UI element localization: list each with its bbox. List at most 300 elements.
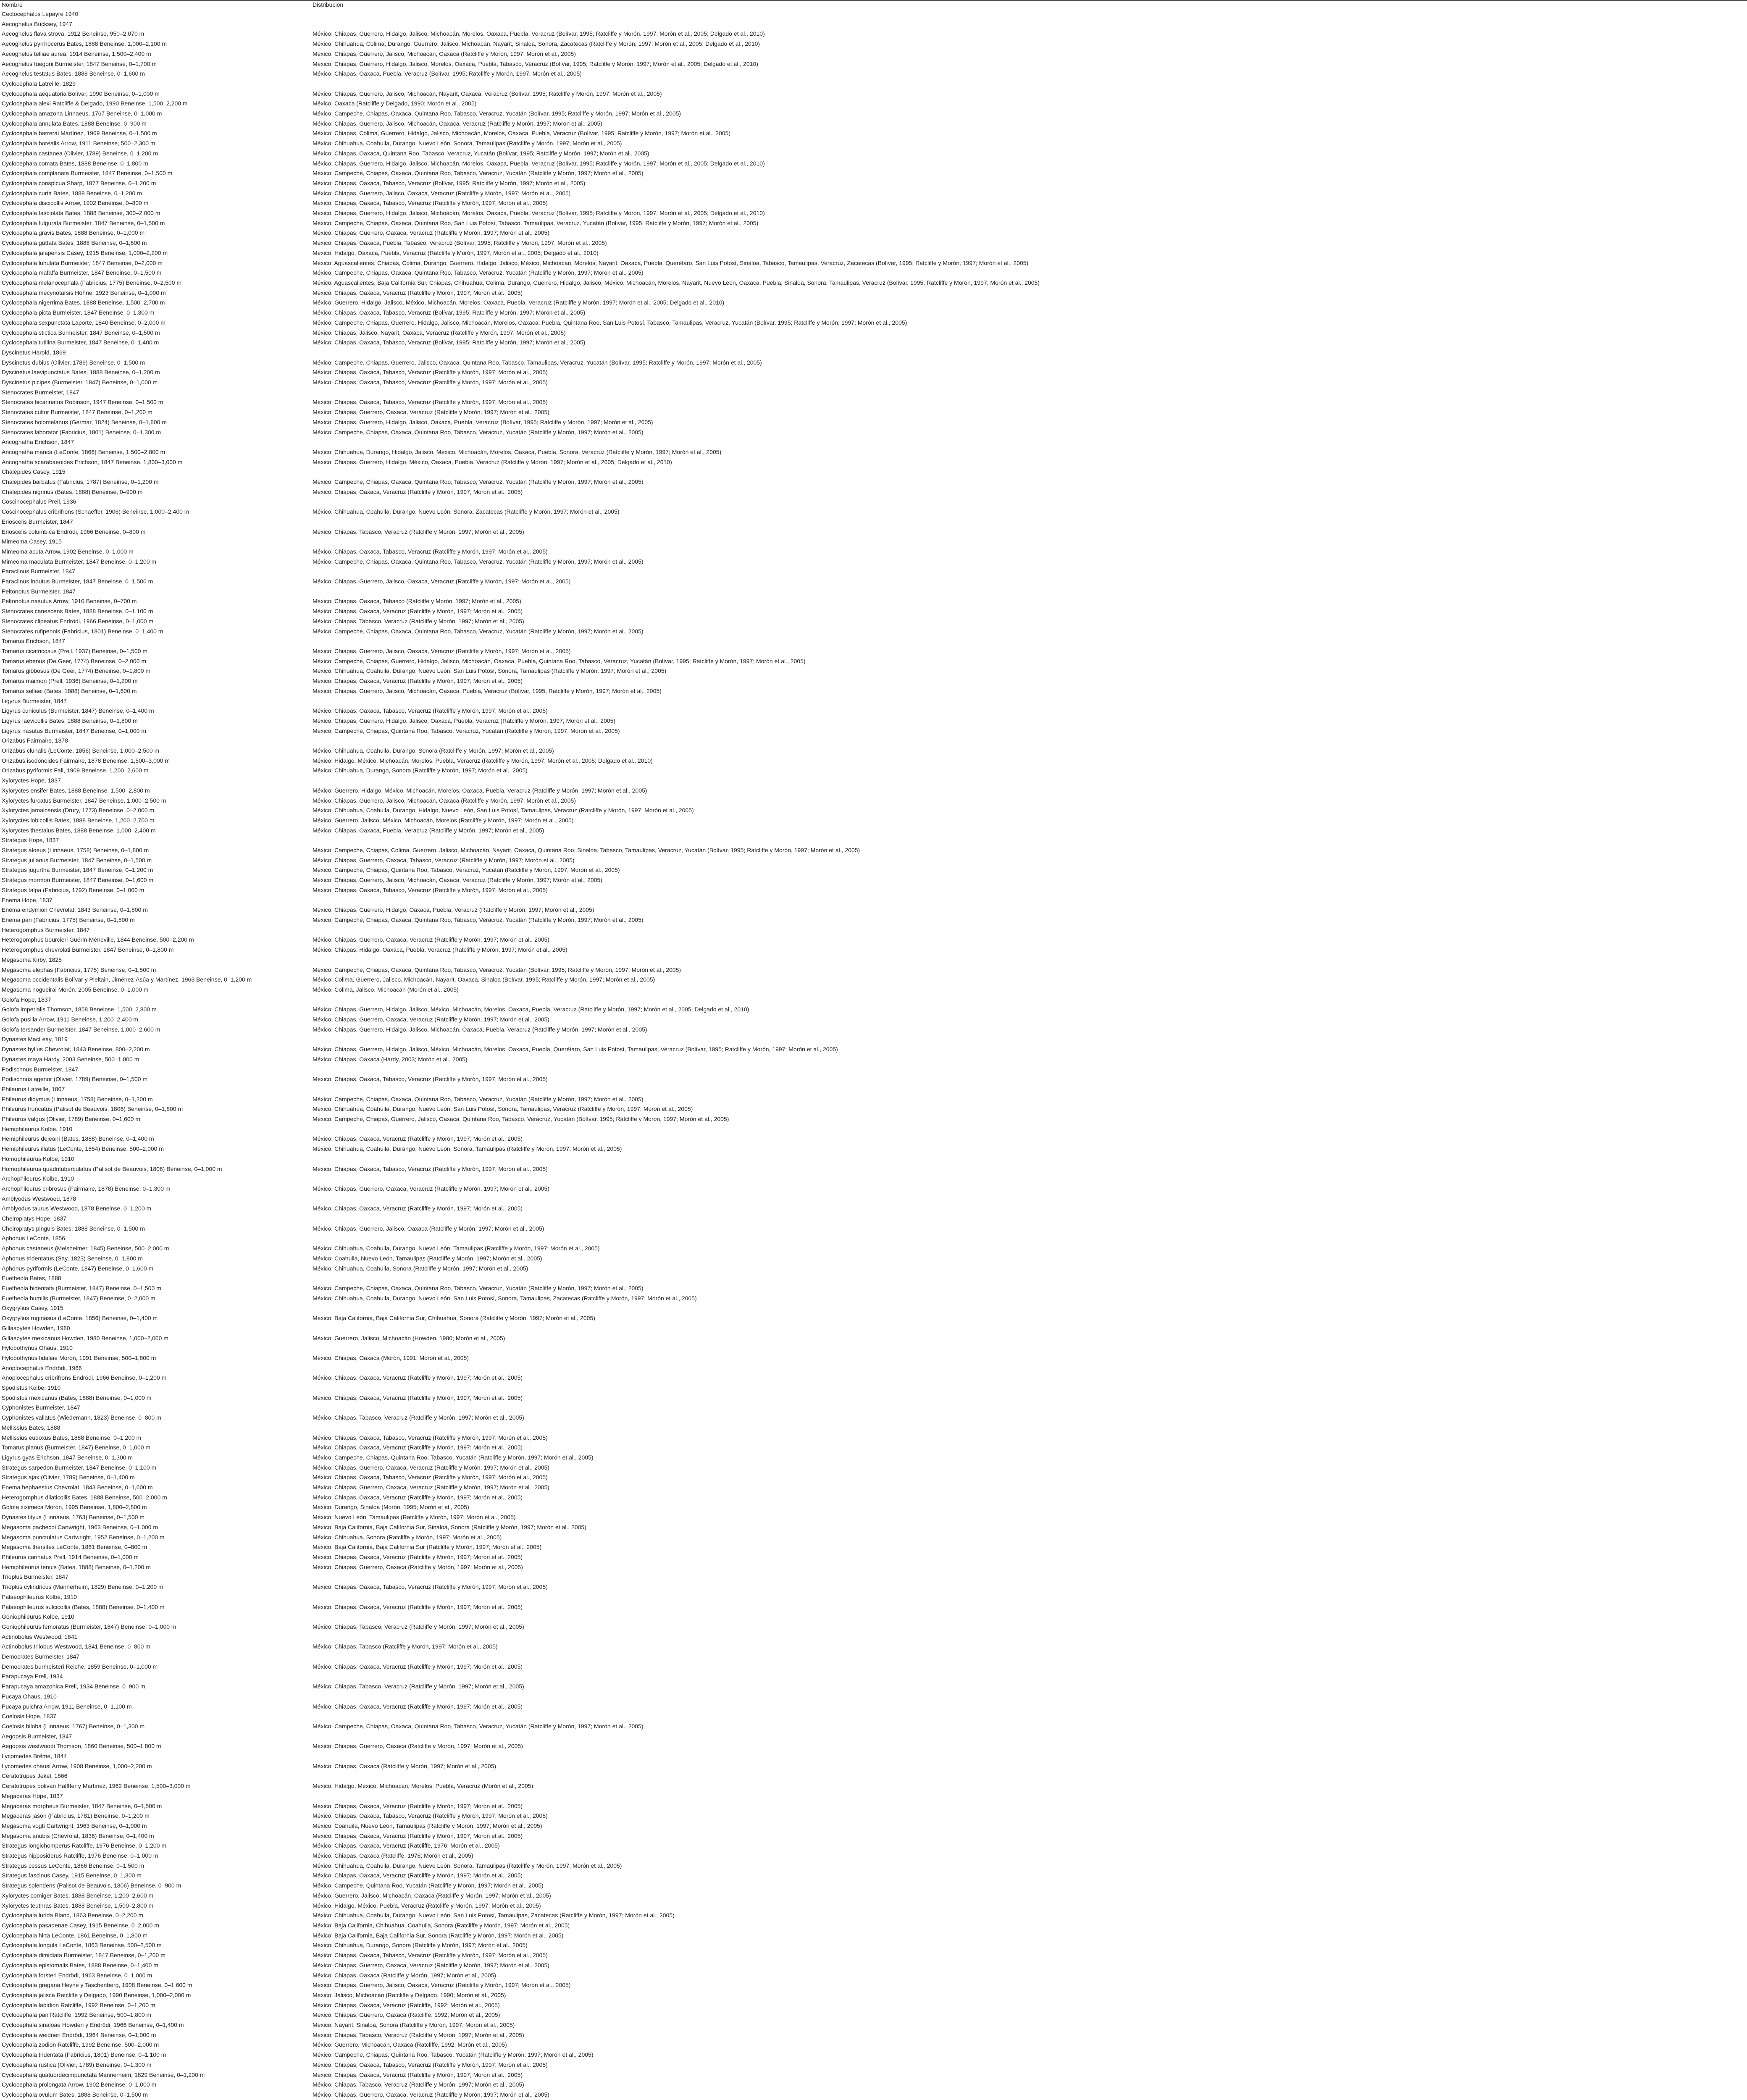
species-name-cell: Megaceras jason (Fabricius, 1781) Beneinse, 0–1,200 m	[2, 1812, 150, 1819]
species-name-cell: Aphonus LeConte, 1856	[2, 1235, 66, 1242]
species-name-cell: Ancognatha Erichson, 1847	[2, 438, 74, 446]
species-name-cell: Lycomedes ohausi Arrow, 1908 Beneinse, 1,000–2,200 m	[2, 1762, 152, 1769]
distribution-cell: México: Chiapas, Guerrero, Jalisco, Oaxaca, Veracruz (Ratcliffe y Morón, 1997; Morón et al., 2005)	[313, 648, 571, 654]
table-row	[0, 1134, 1747, 1144]
table-row	[0, 726, 1747, 736]
species-name-cell: Aecoghelus Bücksey, 1947	[2, 20, 72, 27]
table-row	[0, 388, 1747, 398]
distribution-cell: México: Chiapas, Guerrero, Hidalgo, Jalisco, Michoacán, Morelos, Oaxaca, Puebla, Veracruz (Bolívar, 1995; Ratcliffe y Morón, 1997; Morón et al., 2005; Delgado et al., 2010)	[313, 210, 765, 217]
species-name-cell: Dynastes MacLeay, 1819	[2, 1036, 68, 1043]
species-name-cell: Oxygrylius ruginasus (LeConte, 1856) Beneinse, 0–1,400 m	[2, 1315, 158, 1322]
distribution-cell: México: Chihuahua, Coahuila, Durango, Nuevo León, Sonora, Tamaulipas (Ratcliffe y Morón, 1997; Morón et al., 2005)	[313, 1862, 622, 1869]
distribution-cell: México: Chiapas, Guerrero, Hidalgo, Jalisco, Michoacán, Oaxaca, Puebla, Veracruz (Ratcliffe y Morón, 1997; Morón et al., 2005)	[313, 1026, 647, 1033]
table-row	[0, 1413, 1747, 1423]
species-name-cell: Stenocrates holomelanus (Germar, 1824) Beneinse, 0–1,800 m	[2, 418, 167, 425]
table-row	[0, 1483, 1747, 1493]
species-name-cell: Ligyrus cuniculus (Burmeister, 1847) Beneinse, 0–1,400 m	[2, 707, 154, 714]
table-row	[0, 1502, 1747, 1512]
species-name-cell: Dyscinetus laevipunctatus Bates, 1888 Beneinse, 0–1,200 m	[2, 369, 160, 376]
distribution-cell: México: Chiapas, Oaxaca, Tabasco, Veracruz (Ratcliffe y Morón, 1997; Morón et al., 2005)	[313, 1474, 548, 1481]
species-name-cell: Cyclocephala hirta LeConte, 1861 Beneinse, 0–1,800 m	[2, 1932, 148, 1939]
table-row	[0, 547, 1747, 557]
species-name-cell: Mimeoma maculata Burmeister, 1847 Beneinse, 0–1,200 m	[2, 558, 157, 565]
species-name-cell: Cyphonistes vallatus (Wiedemann, 1823) Beneinse, 0–800 m	[2, 1414, 161, 1421]
distribution-cell: México: Chiapas, Oaxaca, Veracruz (Ratcliffe y Morón, 1997; Morón et al., 2005)	[313, 1394, 523, 1401]
distribution-cell: México: Chiapas, Oaxaca, Veracruz (Ratcliffe y Morón, 1997; Morón et al., 2005)	[313, 1663, 523, 1670]
species-name-cell: Goniophileurus Kolbe, 1910	[2, 1613, 74, 1620]
species-name-cell: Cyclocephala aequatoria Bolívar, 1990 Beneinse, 0–1,000 m	[2, 90, 160, 97]
table-row	[0, 527, 1747, 537]
distribution-cell: México: Chihuahua, Coahuila, Durango, Nuevo León, San Luis Potosí, Sonora, Tamaulipas (Ratcliffe y Morón, 1997; Morón et al., 2005)	[313, 667, 667, 675]
species-name-cell: Cyclocephala zodion Ratcliffe, 1992 Beneinse, 500–2,000 m	[2, 2041, 159, 2048]
species-name-cell: Aecoghelus flava strova, 1912 Beneinse, 950–2,070 m	[2, 30, 144, 37]
species-name-cell: Peltonotus Burmeister, 1847	[2, 588, 76, 595]
table-row	[0, 826, 1747, 836]
table-row	[0, 1234, 1747, 1244]
species-name-cell: Erioscelis columbica Endrödi, 1966 Beneinse, 0–800 m	[2, 528, 146, 535]
species-name-cell: Cyclocephala guttata Bates, 1888 Beneinse, 0–1,600 m	[2, 239, 147, 247]
distribution-cell	[311, 1791, 1747, 1801]
distribution-cell: México: Chiapas, Tabasco, Veracruz (Ratcliffe y Morón, 1997; Morón et al., 2005)	[313, 1623, 524, 1630]
table-row	[0, 995, 1747, 1005]
table-row	[0, 1761, 1747, 1772]
table-row	[0, 168, 1747, 178]
species-name-cell: Cyclocephala rustica (Olivier, 1789) Beneinse, 0–1,300 m	[2, 2061, 152, 2068]
species-name-cell: Cyclocephala complanata Burmeister, 1847 Beneinse, 0–1,500 m	[2, 170, 173, 177]
species-name-cell: Trioplus cylindricus (Mannerheim, 1829) Beneinse, 0–1,200 m	[2, 1583, 163, 1591]
distribution-cell: México: Chiapas, Tabasco, Veracruz (Ratcliffe y Morón, 1997; Morón et al., 2005)	[313, 1683, 524, 1690]
table-row	[0, 39, 1747, 49]
table-row	[0, 1891, 1747, 1901]
table-row	[0, 1950, 1747, 1961]
species-name-cell: Erioscelis Burmeister, 1847	[2, 518, 73, 525]
distribution-cell: México: Chiapas, Oaxaca, Veracruz (Ratcliffe y Morón, 1997; Morón et al., 2005)	[313, 1135, 523, 1142]
table-row	[0, 1980, 1747, 1990]
species-name-cell: Heterogomphus chevrolati Burmeister, 1847 Beneinse, 0–1,800 m	[2, 946, 174, 953]
distribution-cell: México: Chiapas, Guerrero, Jalisco, Michoacán, Oaxaca (Ratcliffe y Morón, 1997; Morón et al., 2005)	[313, 50, 576, 57]
table-row	[0, 935, 1747, 945]
distribution-cell: México: Chiapas, Guerrero, Hidalgo, México, Oaxaca, Puebla, Veracruz (Ratcliffe y Morón, 1997; Morón et al., 2005; Delgado et al., 2010)	[313, 458, 672, 465]
distribution-cell	[311, 1383, 1747, 1393]
species-name-cell: Tomarus gibbosus (De Geer, 1774) Beneinse, 0–1,800 m	[2, 667, 151, 675]
species-name-cell: Cyclocephala gregaria Heyne y Taschenberg, 1908 Beneinse, 0–1,600 m	[2, 1982, 192, 1989]
table-row	[0, 577, 1747, 587]
table-row	[0, 1512, 1747, 1522]
species-name-cell: Ancognatha scarabaeoides Erichson, 1847 Beneinse, 1,800–3,000 m	[2, 458, 183, 465]
table-row	[0, 218, 1747, 228]
species-name-cell: Oxygrylius Casey, 1915	[2, 1305, 63, 1312]
distribution-cell: México: Chiapas, Guerrero, Jalisco, Oaxaca (Ratcliffe y Morón, 1997; Morón et al., 2005)	[313, 1225, 544, 1232]
distribution-cell	[311, 79, 1747, 89]
header-row	[0, 0, 1747, 9]
table-row	[0, 2010, 1747, 2020]
table-row	[0, 2040, 1747, 2050]
species-name-cell: Xyloryctes corniger Bates, 1888 Beneinse, 1,200–2,600 m	[2, 1892, 154, 1899]
table-row	[0, 1204, 1747, 1214]
table-row	[0, 2050, 1747, 2060]
species-name-cell: Stenocrates clipeatus Endrödi, 1966 Beneinse, 0–1,000 m	[2, 617, 154, 625]
table-row	[0, 1423, 1747, 1433]
table-row	[0, 1841, 1747, 1851]
distribution-cell	[311, 1592, 1747, 1602]
species-name-cell: Lycomedes Brême, 1844	[2, 1753, 67, 1760]
species-name-cell: Heterogomphus dilaticollis Bates, 1888 Beneinse, 500–2,000 m	[2, 1494, 167, 1501]
table-row	[0, 228, 1747, 238]
distribution-cell	[311, 1771, 1747, 1781]
species-name-cell: Cyclocephala longula LeConte, 1863 Beneinse, 500–2,500 m	[2, 1942, 162, 1949]
table-row	[0, 845, 1747, 856]
table-row	[0, 1811, 1747, 1821]
distribution-cell: México: Chiapas, Oaxaca, Tabasco, Veracruz (Ratcliffe y Morón, 1997; Morón et al., 2005)	[313, 2061, 548, 2068]
distribution-cell: México: Campeche, Chiapas, Oaxaca, Quintana Roo, Tabasco, Veracruz, Yucatán (Ratcliffe y Morón, 1997; Morón et al., 2005)	[313, 1722, 644, 1730]
distribution-cell: México: Chiapas, Oaxaca (Ratcliffe y Morón, 1997; Morón et al., 2005)	[313, 1762, 497, 1769]
distribution-cell	[311, 1612, 1747, 1622]
table-row	[0, 1363, 1747, 1373]
species-name-cell: Golofa tersander Burmeister, 1847 Beneinse, 1,000–2,600 m	[2, 1026, 160, 1033]
distribution-cell: México: Chiapas, Oaxaca, Puebla, Tabasco, Veracruz (Bolívar, 1995; Ratcliffe y Morón, 1997; Morón et al., 2005)	[313, 239, 607, 247]
species-name-cell: Paraclinus Burmeister, 1847	[2, 568, 76, 575]
table-row	[0, 716, 1747, 726]
distribution-cell: México: Coahuila, Nuevo León, Tamaulipas (Ratcliffe y Morón, 1997; Morón et al., 2005)	[313, 1822, 542, 1829]
distribution-cell: México: Durango, Sinaloa (Morón, 1995; Morón et al., 2005)	[313, 1504, 469, 1511]
species-name-cell: Hemiphileurus illatus (LeConte, 1854) Beneinse, 500–2,000 m	[2, 1145, 164, 1152]
species-name-cell: Xyloryctes Hope, 1837	[2, 777, 61, 784]
table-row	[0, 139, 1747, 149]
species-name-cell: Xyloryctes jamaicensis (Drury, 1773) Beneinse, 0–2,000 m	[2, 807, 155, 814]
species-name-cell: Strategus talpa (Fabricius, 1792) Beneinse, 0–1,000 m	[2, 886, 144, 893]
distribution-cell: México: Baja California, Baja California Sur, Chihuahua, Sonora (Ratcliffe y Morón, 1997; Morón et al., 2005)	[313, 1315, 595, 1322]
distribution-cell: México: Colima, Jalisco, Michoacán (Morón et al., 2005)	[313, 986, 459, 993]
species-name-cell: Coscinocephalus cribrifrons (Schaeffer, 1906) Beneinse, 1,000–2,400 m	[2, 508, 189, 515]
distribution-cell: México: Guerrero, Hidalgo, México, Michoacán, Morelos, Oaxaca, Puebla, Veracruz (Ratcliffe y Morón, 1997; Morón et al., 2005)	[313, 787, 647, 794]
distribution-cell: México: Campeche, Chiapas, Oaxaca, Quintana Roo, Tabasco, Veracruz, Yucatán (Ratcliffe y Morón, 1997; Morón et al., 2005)	[313, 170, 644, 177]
distribution-cell: México: Chiapas, Oaxaca, Tabasco, Veracruz (Ratcliffe y Morón, 1997; Morón et al., 2005)	[313, 1076, 548, 1083]
species-name-cell: Xyloryctes lobicollis Bates, 1888 Beneinse, 1,200–2,700 m	[2, 816, 155, 824]
distribution-cell	[311, 1065, 1747, 1075]
species-name-cell: Orizabus Fairmaire, 1878	[2, 737, 68, 744]
distribution-cell: México: Chiapas, Oaxaca, Veracruz (Ratcliffe y Morón, 1997; Morón et al., 2005)	[313, 1374, 523, 1381]
species-name-cell: Paraclinus indutus Burmeister, 1847 Beneinse, 0–1,500 m	[2, 578, 153, 585]
table-row	[0, 49, 1747, 59]
table-row	[0, 1881, 1747, 1891]
table-row	[0, 248, 1747, 258]
species-name-cell: Tomarus maimon (Prell, 1936) Beneinse, 0–1,200 m	[2, 677, 138, 685]
table-row	[0, 895, 1747, 906]
distribution-cell	[311, 1194, 1747, 1204]
species-name-cell: Goniophileurus femoratus (Burmeister, 1847) Beneinse, 0–1,000 m	[2, 1623, 176, 1630]
table-row	[0, 1104, 1747, 1114]
distribution-cell: México: Campeche, Chiapas, Colima, Guerrero, Jalisco, Michoacán, Nayarit, Oaxaca, Quintana Roo, Sinaloa, Tabasco, Tamaulipas, Veracruz, Yucatán (Bolívar, 1995; Ratcliffe y Morón, 1997; Morón et al., 2005)	[313, 847, 860, 854]
distribution-cell: México: Chiapas, Oaxaca, Puebla, Veracruz (Ratcliffe y Morón, 1997; Morón et al., 2005)	[313, 827, 544, 834]
distribution-cell: México: Aguascalientes, Baja California Sur, Chiapas, Chihuahua, Colima, Durango, Guerrero, Hidalgo, Jalisco, México, Michoacán, Morelos, Nayarit, Nuevo León, Oaxaca, Puebla, Sinaloa, Sonora, Tamaulipas, Veracruz (Bolívar, 1995; Ratcliffe y Morón, 1997; Morón et al., 2005)	[313, 279, 1040, 286]
distribution-cell: México: Chiapas, Guerrero, Jalisco, Oaxaca, Veracruz (Ratcliffe y Morón, 1997; Morón et al., 2005)	[313, 1982, 571, 1989]
species-name-cell: Cyclocephala melanocephala (Fabricius, 1775) Beneinse, 0–2,500 m	[2, 279, 182, 286]
table-row	[0, 447, 1747, 457]
table-row	[0, 1911, 1747, 1921]
distribution-cell: México: Chiapas, Tabasco, Veracruz (Ratcliffe y Morón, 1997; Morón et al., 2005)	[313, 2031, 524, 2038]
table-row	[0, 159, 1747, 169]
species-name-cell: Stenocrates canescens Bates, 1888 Beneinse, 0–1,100 m	[2, 608, 153, 615]
distribution-cell: México: Campeche, Chiapas, Oaxaca, Quintana Roo, Tabasco, Veracruz, Yucatán (Ratcliffe y Morón, 1997; Morón et al., 2005)	[313, 1095, 644, 1102]
species-name-cell: Mellissius eudoxus Bates, 1888 Beneinse, 0–1,200 m	[2, 1434, 142, 1441]
table-row	[0, 646, 1747, 656]
table-row	[0, 318, 1747, 328]
table-row	[0, 1533, 1747, 1543]
species-name-cell: Phileurus truncatus (Palisot de Beauvois, 1806) Beneinse, 0–1,800 m	[2, 1105, 183, 1113]
distribution-cell: México: Chihuahua, Durango, Sonora (Ratcliffe y Morón, 1997; Morón et al., 2005)	[313, 1942, 528, 1949]
distribution-cell: México: Guerrero, Jalisco, Michoacán, Oaxaca (Ratcliffe y Morón, 1997; Morón et al., 2005)	[313, 1892, 551, 1899]
distribution-cell: México: Chiapas, Tabasco, Veracruz (Ratcliffe y Morón, 1997; Morón et al., 2005)	[313, 617, 524, 625]
species-name-cell: Archophileurus cribrosus (Fairmaire, 1878) Beneinse, 0–1,300 m	[2, 1185, 171, 1192]
species-name-cell: Strategus Hope, 1837	[2, 837, 59, 844]
table-row	[0, 776, 1747, 786]
distribution-cell: México: Chiapas, Oaxaca, Veracruz (Ratcliffe y Morón, 1997; Morón et al., 2005)	[313, 677, 523, 685]
species-name-cell: Coscinocephalus Prell, 1936	[2, 498, 76, 505]
species-name-cell: Xyloryctes teuthras Bates, 1888 Beneinse, 1,500–2,800 m	[2, 1902, 154, 1909]
table-row	[0, 1652, 1747, 1662]
distribution-cell: México: Campeche, Chiapas, Guerrero, Hidalgo, Jalisco, Michoacán, Oaxaca, Puebla, Quintana Roo, Tabasco, Veracruz, Yucatán (Bolívar, 1995; Ratcliffe y Morón, 1997; Morón et al., 2005)	[313, 657, 806, 664]
distribution-cell	[311, 1712, 1747, 1722]
table-row	[0, 1851, 1747, 1861]
distribution-cell: México: Oaxaca (Ratcliffe y Delgado, 1990; Morón et al., 2005)	[313, 100, 477, 107]
distribution-cell: México: Chiapas, Oaxaca, Tabasco, Veracruz (Ratcliffe y Morón, 1997; Morón et al., 2005)	[313, 1165, 548, 1172]
distribution-cell: México: Colima, Guerrero, Jalisco, Michoacán, Nayarit, Oaxaca, Sinaloa (Bolívar, 1995; Ratcliffe y Morón, 1997; Morón et al., 2005)	[313, 976, 655, 983]
species-name-cell: Phileurus Latreille, 1807	[2, 1085, 65, 1092]
species-name-cell: Euetheola Bates, 1888	[2, 1275, 61, 1282]
species-name-cell: Cyclocephala barrerai Martínez, 1969 Beneinse, 0–1,500 m	[2, 130, 157, 137]
table-row	[0, 278, 1747, 288]
species-name-cell: Strategus julianus Burmeister, 1847 Beneinse, 0–1,500 m	[2, 856, 152, 864]
distribution-cell	[311, 1672, 1747, 1682]
distribution-cell	[311, 517, 1747, 527]
species-name-cell: Megasoma elephas (Fabricius, 1775) Beneinse, 0–1,500 m	[2, 966, 156, 973]
distribution-cell: México: Chiapas, Tabasco, Veracruz (Ratcliffe y Morón, 1997; Morón et al., 2005)	[313, 1414, 524, 1421]
table-row	[0, 2020, 1747, 2030]
table-row	[0, 1065, 1747, 1075]
distribution-cell: México: Chiapas, Guerrero, Jalisco, Michoacán, Oaxaca, Veracruz (Ratcliffe y Morón, 1997; Morón et al., 2005)	[313, 120, 602, 127]
species-name-cell: Cyclocephala quatuordecimpunctata Mannerheim, 1829 Beneinse, 0–1,200 m	[2, 2071, 205, 2078]
table-row	[0, 2090, 1747, 2100]
species-name-cell: Amblyodus Westwood, 1878	[2, 1195, 76, 1202]
species-name-cell: Aegopsis westwoodi Thomson, 1860 Beneinse, 500–1,800 m	[2, 1743, 161, 1750]
table-row	[0, 1194, 1747, 1204]
distribution-cell: México: Nuevo León, Tamaulipas (Ratcliffe y Morón, 1997; Morón et al., 2005)	[313, 1514, 516, 1521]
species-name-cell: Euetheola humilis (Burmeister, 1847) Beneinse, 0–2,000 m	[2, 1294, 155, 1302]
species-name-cell: Cyclocephala castanea (Olivier, 1789) Beneinse, 0–1,200 m	[2, 150, 158, 157]
table-row	[0, 1473, 1747, 1483]
table-row	[0, 1831, 1747, 1841]
table-row	[0, 397, 1747, 407]
species-name-cell: Hylobothynus fidaliae Morón, 1991 Beneinse, 500–1,800 m	[2, 1354, 156, 1361]
distribution-cell: México: Campeche, Chiapas, Oaxaca, Quintana Roo, Tabasco, Veracruz, Yucatán (Ratcliffe y Morón, 1997; Morón et al., 2005)	[313, 916, 644, 923]
species-name-cell: Strategus longichomperus Ratcliffe, 1976 Beneinse, 0–1,200 m	[2, 1842, 166, 1849]
distribution-cell	[311, 1732, 1747, 1742]
table-row	[0, 1005, 1747, 1015]
distribution-cell: México: Chiapas, Guerrero, Oaxaca (Ratcliffe y Morón, 1997; Morón et al., 2005)	[313, 1743, 523, 1750]
distribution-cell: México: Chiapas, Oaxaca, Veracruz (Ratcliffe, 1992; Morón et al., 2005)	[313, 2001, 500, 2008]
species-name-cell: Cyclocephala curta Bates, 1888 Beneinse, 0–1,200 m	[2, 189, 142, 197]
table-row	[0, 736, 1747, 746]
distribution-cell: México: Chiapas, Guerrero, Oaxaca, Veracruz (Ratcliffe y Morón, 1997; Morón et al., 2005)	[313, 1016, 549, 1023]
table-row	[0, 1084, 1747, 1095]
distribution-cell: México: Chihuahua, Coahuila, Durango, Nuevo León, Sonora, Zacatecas (Ratcliffe y Morón, 1997; Morón et al., 2005)	[313, 508, 620, 515]
species-name-cell: Podischnus Burmeister, 1847	[2, 1066, 79, 1073]
table-row	[0, 746, 1747, 756]
distribution-cell: México: Chihuahua, Coahuila, Durango, Nuevo León, San Luis Potosí, Sonora, Tamaulipas, Zacatecas (Ratcliffe y Morón, 1997; Morón et al., 2005)	[313, 1294, 697, 1302]
distribution-cell: México: Chiapas, Oaxaca (Ratcliffe, 1976; Morón et al., 2005)	[313, 1852, 473, 1859]
species-name-cell: Spodistus Kolbe, 1910	[2, 1384, 61, 1391]
species-name-cell: Coelosis biloba (Linnaeus, 1767) Beneinse, 0–1,300 m	[2, 1722, 145, 1730]
distribution-cell	[311, 1124, 1747, 1134]
table-row	[0, 1343, 1747, 1353]
table-row	[0, 1025, 1747, 1035]
distribution-cell: México: Chiapas, Guerrero, Hidalgo, Jalisco, Oaxaca, Puebla, Veracruz (Bolívar, 1995; Ratcliffe y Morón, 1997; Morón et al., 2005)	[313, 418, 653, 425]
table-row	[0, 1164, 1747, 1174]
table-row	[0, 1732, 1747, 1742]
table-row	[0, 298, 1747, 308]
species-name-cell: Democrates Burmeister, 1847	[2, 1653, 80, 1660]
species-name-cell: Stenocrates rufipennis (Fabricius, 1801) Beneinse, 0–1,400 m	[2, 627, 163, 635]
species-name-cell: Spodistus mexicanus (Bates, 1888) Beneinse, 0–1,000 m	[2, 1394, 152, 1401]
species-name-cell: Phileurus didymus (Linnaeus, 1758) Beneinse, 0–1,200 m	[2, 1095, 153, 1102]
distribution-cell: México: Chiapas, Guerrero, Jalisco, Michoacán, Oaxaca (Ratcliffe y Morón, 1997; Morón et al., 2005)	[313, 797, 576, 804]
distribution-cell: México: Chiapas, Guerrero, Jalisco, Michoacán, Oaxaca, Puebla, Veracruz (Bolívar, 1995; Ratcliffe y Morón, 1997; Morón et al., 2005)	[313, 687, 662, 694]
species-name-cell: Ceratotrupes bolivari Halffter y Martínez, 1962 Beneinse, 1,500–3,000 m	[2, 1782, 191, 1790]
table-body	[0, 9, 1747, 2100]
species-name-cell: Cyclocephala tridentata (Fabricius, 1801) Beneinse, 0–1,100 m	[2, 2051, 166, 2058]
distribution-cell: México: Chihuahua, Colima, Durango, Guerrero, Jalisco, Michoacán, Nayarit, Sinaloa, Sonora, Zacatecas (Ratcliffe y Morón, 1997; Morón et al., 2005; Delgado et al., 2010)	[313, 40, 760, 47]
species-name-cell: Cyclocephala dimidiata Burmeister, 1847 Beneinse, 0–1,200 m	[2, 1952, 166, 1959]
distribution-cell	[311, 587, 1747, 597]
table-row	[0, 1045, 1747, 1055]
distribution-cell	[311, 1084, 1747, 1095]
species-name-cell: Dyscinetus Harold, 1869	[2, 349, 66, 356]
table-row	[0, 1294, 1747, 1304]
distribution-cell: México: Chiapas, Oaxaca, Veracruz (Ratcliffe y Morón, 1997; Morón et al., 2005)	[313, 1205, 523, 1212]
distribution-cell	[311, 736, 1747, 746]
species-name-cell: Cyclocephala jalapensis Casey, 1915 Beneinse, 1,000–2,200 m	[2, 249, 168, 256]
species-name-cell: Aphonus castaneus (Melsheimer, 1845) Beneinse, 500–2,000 m	[2, 1245, 169, 1252]
table-row	[0, 1572, 1747, 1582]
table-row	[0, 706, 1747, 716]
table-row	[0, 19, 1747, 29]
distribution-cell: México: Chiapas, Colima, Guerrero, Hidalgo, Jalisco, Michoacán, Morelos, Oaxaca, Puebla, Veracruz (Bolívar, 1995; Ratcliffe y Morón, 1997; Morón et al., 2005)	[313, 130, 730, 137]
species-name-cell: Aecoghelus telliae aurea, 1914 Beneinse, 1,500–2,400 m	[2, 50, 151, 57]
species-name-cell: Strategus hipposiderus Ratcliffe, 1976 Beneinse, 0–1,000 m	[2, 1852, 158, 1859]
table-row	[0, 507, 1747, 517]
species-name-cell: Enema hephaestus Chevrolat, 1843 Beneinse, 0–1,600 m	[2, 1484, 153, 1491]
table-row	[0, 1154, 1747, 1164]
table-row	[0, 636, 1747, 646]
species-name-cell: Ligyrus nasutus Burmeister, 1847 Beneinse, 0–1,000 m	[2, 727, 146, 734]
species-name-cell: Amblyodus taurus Westwood, 1878 Beneinse, 0–1,200 m	[2, 1205, 152, 1212]
table-row	[0, 1373, 1747, 1383]
species-name-cell: Coelosis Hope, 1837	[2, 1713, 56, 1720]
distribution-cell: México: Chiapas, Oaxaca, Veracruz (Ratcliffe y Morón, 1997; Morón et al., 2005)	[313, 1872, 523, 1879]
table-row	[0, 517, 1747, 527]
table-row	[0, 1174, 1747, 1184]
table-row	[0, 1871, 1747, 1881]
species-name-cell: Parapucaya Prell, 1934	[2, 1673, 63, 1680]
species-name-cell: Mimeoma acuta Arrow, 1902 Beneinse, 0–1,000 m	[2, 548, 134, 555]
distribution-cell: México: Campeche, Chiapas, Oaxaca, Quintana Roo, Tabasco, Veracruz, Yucatán (Ratcliffe y Morón, 1997; Morón et al., 2005)	[313, 269, 644, 276]
table-row	[0, 1562, 1747, 1572]
distribution-cell: México: Hidalgo, México, Michoacán, Morelos, Puebla, Veracruz (Morón et al., 2005)	[313, 1782, 533, 1790]
distribution-cell: México: Guerrero, Michoacán, Oaxaca (Ratcliffe, 1992; Morón et al., 2005)	[313, 2041, 507, 2048]
distribution-cell: México: Campeche, Chiapas, Oaxaca, Quintana Roo, Tabasco, Veracruz, Yucatán (Bolívar, 1995; Ratcliffe y Morón, 1997; Morón et al., 2005)	[313, 966, 681, 973]
distribution-cell: México: Hidalgo, México, Puebla, Veracruz (Ratcliffe y Morón, 1997; Morón et al., 2005)	[313, 1902, 541, 1909]
distribution-cell	[311, 467, 1747, 477]
table-row	[0, 1124, 1747, 1134]
table-row	[0, 1672, 1747, 1682]
table-row	[0, 477, 1747, 487]
table-row	[0, 1214, 1747, 1224]
distribution-cell: México: Hidalgo, México, Michoacán, Morelos, Puebla, Veracruz (Ratcliffe y Morón, 1997; Morón et al., 2005; Delgado et al., 2010)	[313, 757, 653, 764]
distribution-cell	[311, 1751, 1747, 1761]
species-name-cell: Cyclocephala borealis Arrow, 1911 Beneinse, 500–2,300 m	[2, 140, 155, 147]
table-row	[0, 1552, 1747, 1562]
species-name-cell: Palaeophileurus sulcicollis (Bates, 1888) Beneinse, 0–1,400 m	[2, 1603, 165, 1610]
species-name-cell: Dynastes maya Hardy, 2003 Beneinse, 500–1,800 m	[2, 1055, 139, 1063]
distribution-cell: México: Chiapas, Oaxaca, Tabasco, Veracruz (Ratcliffe y Morón, 1997; Morón et al., 2005)	[313, 707, 548, 714]
species-name-cell: Golofa xiximeca Morón, 1995 Beneinse, 1,800–2,800 m	[2, 1504, 147, 1511]
species-name-cell: Megaceras Hope, 1837	[2, 1792, 63, 1799]
table-row	[0, 358, 1747, 368]
distribution-cell: México: Chiapas, Guerrero, Jalisco, Michoacán, Nayarit, Oaxaca, Veracruz (Bolívar, 1995; Ratcliffe y Morón, 1997; Morón et al., 2005)	[313, 90, 662, 97]
species-name-cell: Megasoma pachecoi Cartwright, 1963 Beneinse, 0–1,000 m	[2, 1523, 158, 1530]
distribution-cell	[311, 636, 1747, 646]
distribution-cell: México: Campeche, Chiapas, Oaxaca, Quintana Roo, Tabasco, Veracruz, Yucatán (Ratcliffe y Morón, 1997; Morón et al., 2005)	[313, 478, 644, 486]
species-name-cell: Cyclocephala jalisca Ratcliffe y Delgado, 1990 Beneinse, 1,000–2,000 m	[2, 1991, 191, 1998]
table-row	[0, 1940, 1747, 1950]
table-header	[0, 0, 1747, 9]
distribution-cell: México: Campeche, Chiapas, Oaxaca, Quintana Roo, Tabasco, Veracruz, Yucatán (Ratcliffe y Morón, 1997; Morón et al., 2005)	[313, 428, 644, 436]
table-row	[0, 1443, 1747, 1453]
table-row	[0, 1284, 1747, 1294]
table-row	[0, 109, 1747, 119]
species-name-cell: Ancognatha manca (LeConte, 1866) Beneinse, 1,500–2,800 m	[2, 448, 166, 455]
distribution-cell: México: Chiapas, Guerrero, Oaxaca, Veracruz (Ratcliffe y Morón, 1997; Morón et al., 2005)	[313, 229, 549, 236]
distribution-cell	[311, 1363, 1747, 1373]
distribution-cell: México: Chiapas, Oaxaca, Tabasco, Veracruz (Ratcliffe y Morón, 1997; Morón et al., 2005)	[313, 200, 548, 207]
distribution-cell: México: Chihuahua, Coahuila, Durango, Sonora (Ratcliffe y Morón, 1997; Morón et al., 2005)	[313, 747, 554, 754]
species-name-cell: Stenocrates cultor Burmeister, 1847 Beneinse, 0–1,200 m	[2, 409, 152, 416]
table-row	[0, 606, 1747, 617]
table-row	[0, 2080, 1747, 2090]
table-row	[0, 268, 1747, 278]
table-row	[0, 617, 1747, 627]
distribution-cell: México: Chiapas, Oaxaca, Tabasco, Veracruz (Bolívar, 1995; Ratcliffe y Morón, 1997; Morón et al., 2005)	[313, 179, 586, 186]
distribution-cell: México: Chiapas, Oaxaca, Tabasco, Veracruz (Ratcliffe y Morón, 1997; Morón et al., 2005)	[313, 1952, 548, 1959]
table-row	[0, 975, 1747, 985]
table-row	[0, 596, 1747, 606]
distribution-cell	[311, 696, 1747, 706]
distribution-cell: México: Chiapas, Oaxaca, Veracruz (Ratcliffe y Morón, 1997; Morón et al., 2005)	[313, 488, 523, 495]
table-row	[0, 1055, 1747, 1065]
species-name-cell: Cyclocephala mecynotarsis Höhne, 1923 Beneinse, 0–1,000 m	[2, 289, 166, 296]
table-row	[0, 587, 1747, 597]
species-name-cell: Podischnus agenor (Olivier, 1789) Beneinse, 0–1,500 m	[2, 1076, 148, 1083]
species-name-cell: Tomarus sallaei (Bates, 1888) Beneinse, 0–1,600 m	[2, 687, 137, 694]
distribution-cell	[311, 1692, 1747, 1702]
table-row	[0, 1692, 1747, 1702]
species-name-cell: Cyphonistes Burmeister, 1847	[2, 1404, 80, 1411]
species-name-cell: Pucaya pulchra Arrow, 1911 Beneinse, 0–1,100 m	[2, 1703, 132, 1710]
distribution-cell	[311, 1034, 1747, 1045]
distribution-cell: México: Chihuahua, Coahuila, Durango, Nuevo León, Sonora, Tamaulipas (Ratcliffe y Morón, 1997; Morón et al., 2005)	[313, 140, 622, 147]
table-row	[0, 1921, 1747, 1931]
distribution-cell: México: Chiapas, Oaxaca, Tabasco, Veracruz (Ratcliffe y Morón, 1997; Morón et al., 2005)	[313, 1434, 548, 1441]
